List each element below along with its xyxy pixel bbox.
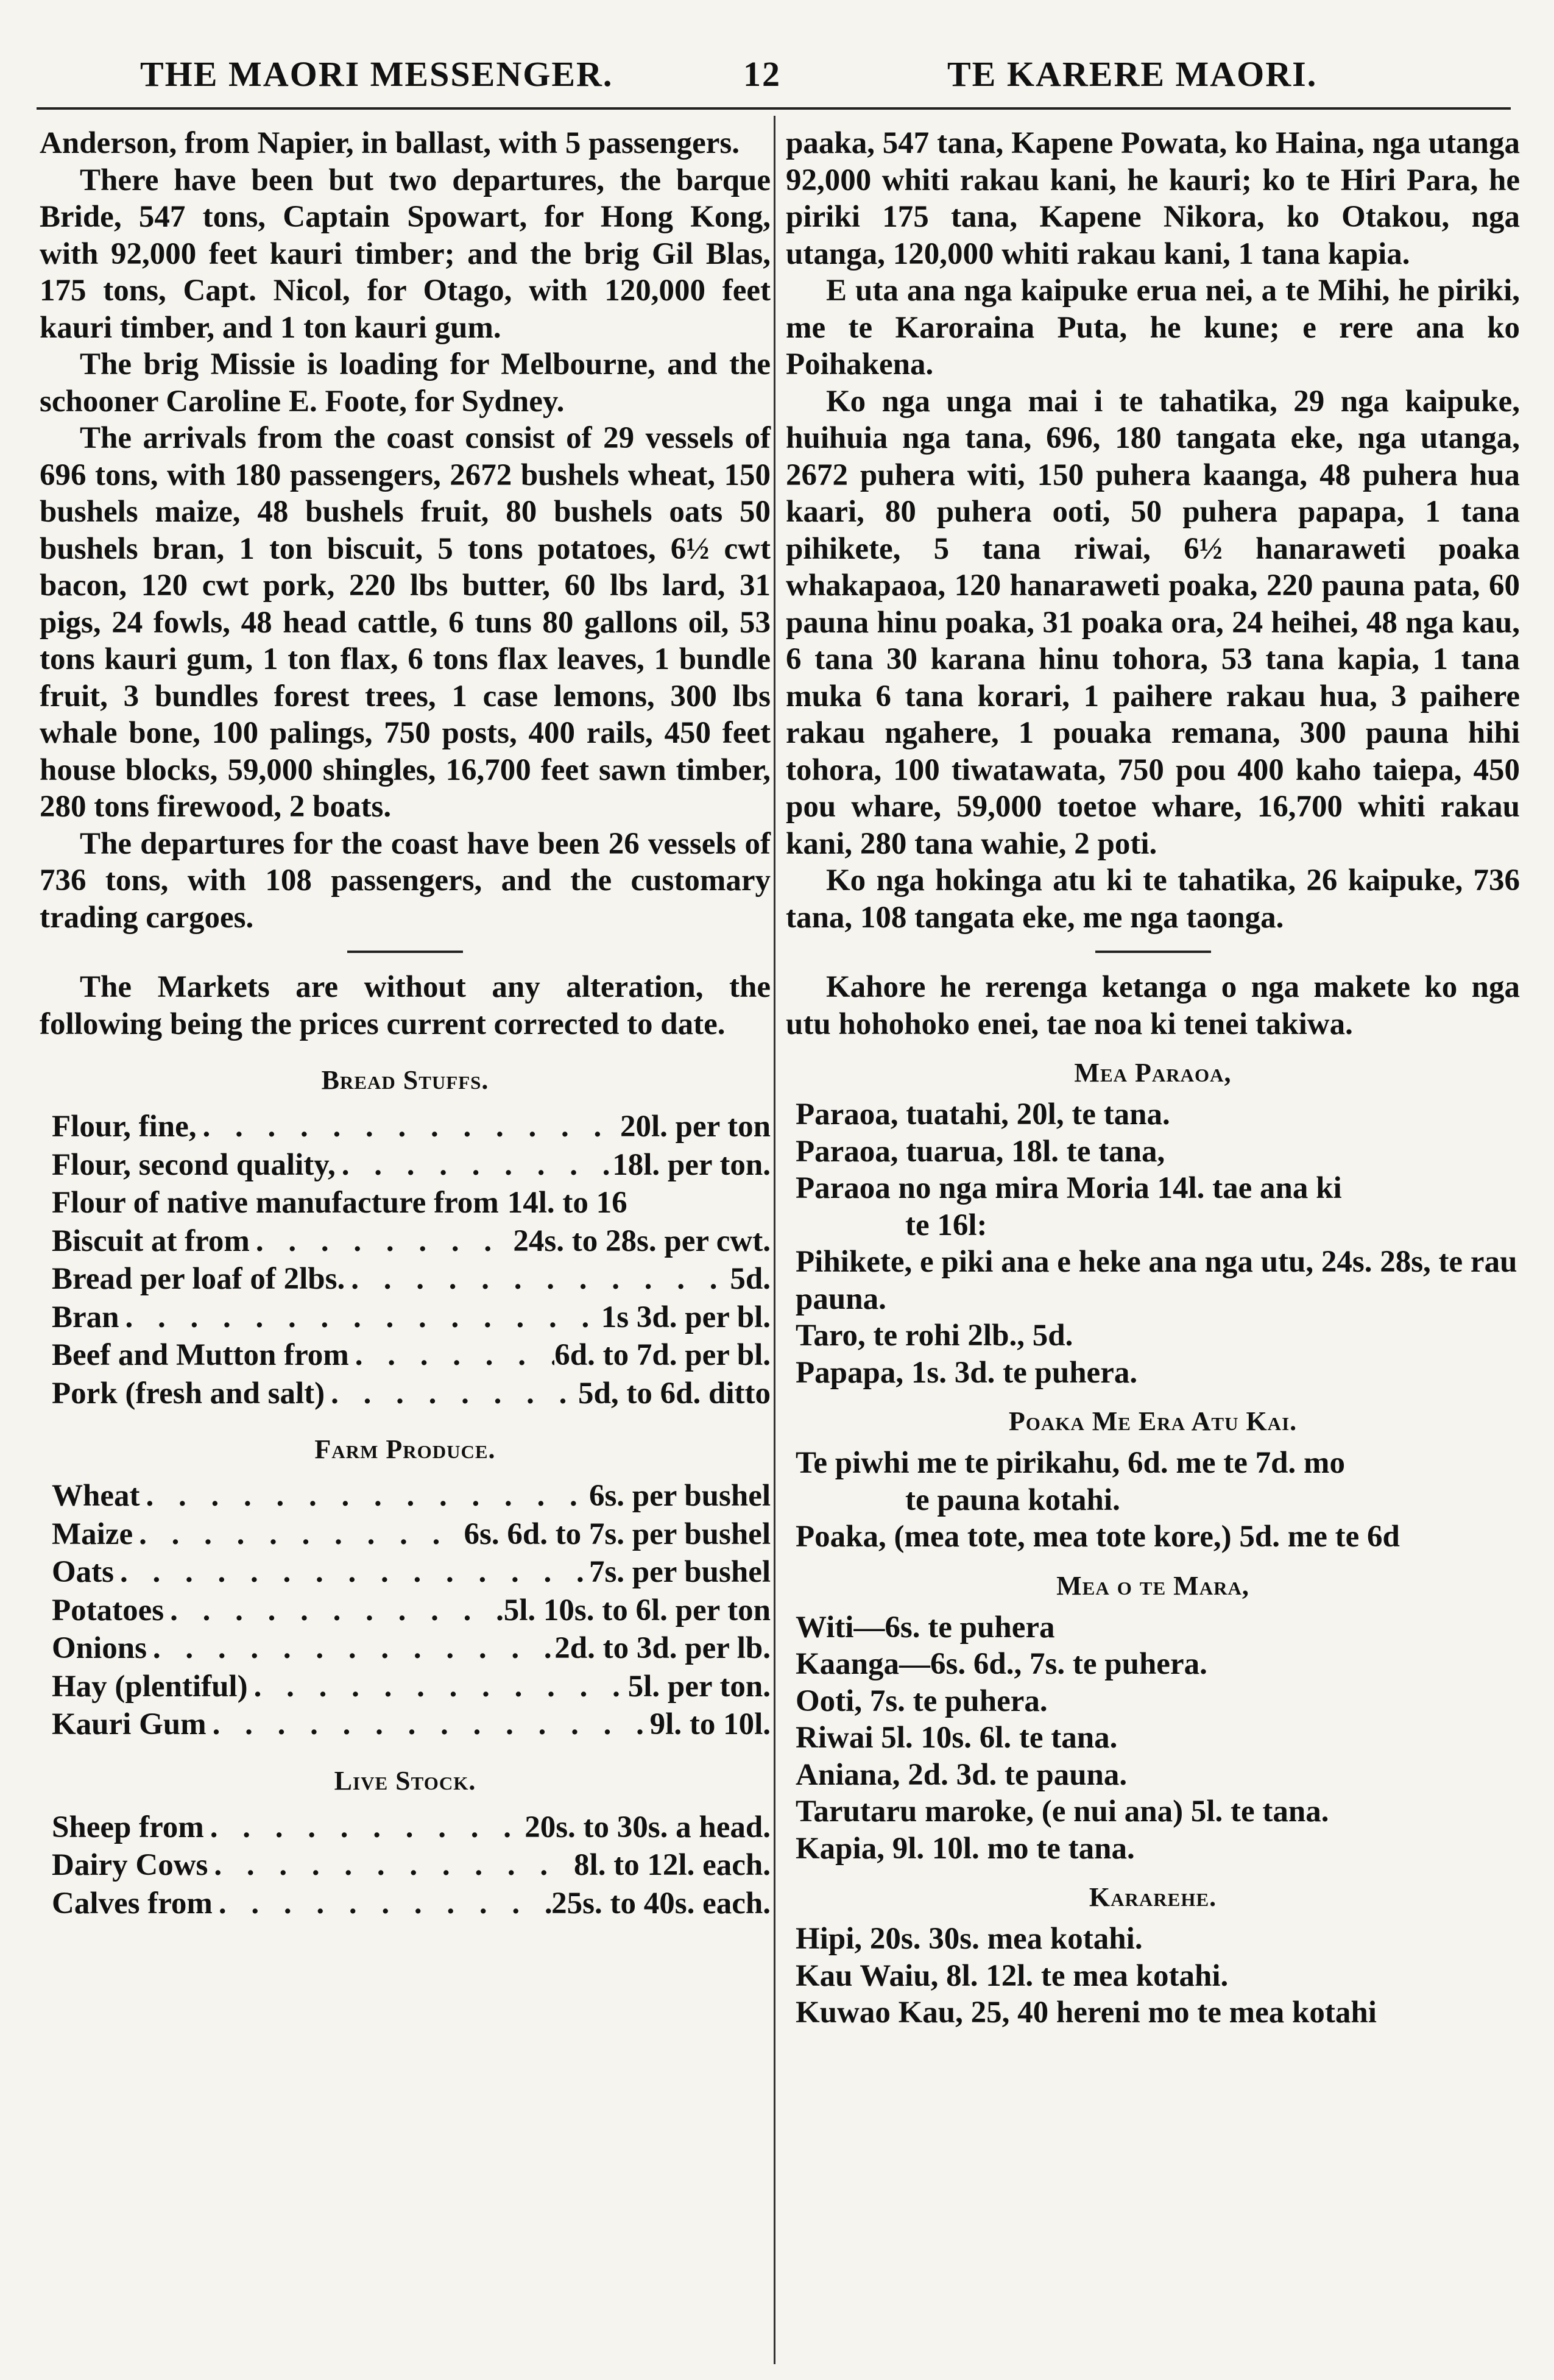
item-continuation: te 16l:	[905, 1208, 987, 1242]
mea-o-te-mara-section	[786, 1569, 1520, 1868]
list-item	[796, 1994, 1520, 2031]
item-price: 5l. per ton.	[627, 1669, 771, 1704]
item-name: Oats	[52, 1555, 114, 1589]
item-name: Potatoes	[52, 1593, 164, 1627]
masthead-english: THE MAORI MESSENGER.	[140, 54, 613, 94]
leader-dots	[114, 1554, 589, 1591]
paragraph: The arrivals from the coast consist of 29 vessels of 696 tons, with 180 passengers, 2672 bushels wheat, 150 bushels maize, 48 bushels fruit, 80 bushels oats 50 bushels bran, 1 ton biscuit, 5 tons potatoes, 6½ cwt bacon, 120 cwt pork, 220 lbs butter, 60 lbs lard, 31 pigs, 24 fowls, 48 head cattle, 6 tuns 80 gallons oil, 53 tons kauri gum, 1 ton flax, 6 tons flax leaves, 1 bundle fruit, 3 bundles forest trees, 1 case lemons, 300 lbs whale bone, 100 palings, 750 posts, 400 rails, 450 feet house blocks, 59,000 shingles, 16,700 feet sawn timber, 280 tons firewood, 2 boats.	[40, 421, 771, 824]
list-item	[796, 1793, 1520, 1830]
item-text: Aniana, 2d. 3d. te pauna.	[796, 1757, 1128, 1792]
price-row	[40, 1185, 771, 1222]
paragraph: paaka, 547 tana, Kapene Powata, ko Haina, nga utanga 92,000 whiti rakau kani, he kauri; ko te Hiri Para, he piriki 175 tana, Kapene Nikora, ko Otakou, nga utanga, 120,000 whiti rakau kani, 1 tana kapia.	[786, 126, 1520, 271]
leader-dots	[147, 1630, 554, 1667]
bread-stuffs-section	[40, 1063, 771, 1412]
item-name: Flour, second quality,	[52, 1147, 336, 1182]
item-text: Riwai 5l. 10s. 6l. te tana.	[796, 1721, 1118, 1755]
item-text: Paraoa, tuatahi, 20l, te tana.	[796, 1097, 1170, 1132]
item-price: 9l. to 10l.	[649, 1707, 771, 1741]
price-row	[40, 1223, 771, 1260]
item-name: Bran	[52, 1300, 119, 1334]
leader-dots	[349, 1337, 555, 1374]
poaka-section	[786, 1404, 1520, 1556]
list-item	[796, 1518, 1520, 1556]
item-continuation: te pauna kotahi.	[905, 1482, 1120, 1517]
price-row	[40, 1516, 771, 1553]
item-name: Kauri Gum	[52, 1707, 207, 1741]
price-row	[40, 1261, 771, 1298]
price-row	[40, 1299, 771, 1336]
section-separator	[1095, 951, 1211, 953]
paragraph: Ko nga hokinga atu ki te tahatika, 26 kaipuke, 736 tana, 108 tangata eke, me nga taonga.	[786, 863, 1520, 935]
item-name: Bread per loaf of 2lbs.	[52, 1262, 345, 1296]
item-text: Pihikete, e piki ana e heke ana nga utu, 24s. 28s, te rau pauna.	[796, 1245, 1517, 1316]
item-name: Flour, fine,	[52, 1110, 197, 1144]
list-item	[796, 1609, 1520, 1646]
kararehe-section	[786, 1880, 1520, 2031]
price-row	[40, 1668, 771, 1705]
item-text: Paraoa no nga mira Moria 14l. tae ana ki	[796, 1171, 1342, 1205]
item-price: 5d.	[730, 1262, 771, 1296]
live-stock-section	[40, 1764, 771, 1922]
item-text: Kapia, 9l. 10l. mo te tana.	[796, 1831, 1135, 1866]
english-column	[40, 125, 771, 1923]
paragraph: Anderson, from Napier, in ballast, with 5 passengers.	[40, 126, 740, 160]
price-row	[40, 1375, 771, 1412]
list-item	[796, 1170, 1520, 1244]
item-text: Taro, te rohi 2lb., 5d.	[796, 1319, 1073, 1353]
price-row	[40, 1706, 771, 1743]
list-item	[796, 1133, 1520, 1171]
paragraph: Kahore he rerenga ketanga o nga makete ko nga utu hohohoko enei, tae noa ki tenei takiwa.	[786, 970, 1520, 1041]
item-name: Hay (plentiful)	[52, 1669, 248, 1704]
paragraph: There have been but two departures, the barque Bride, 547 tons, Captain Spowart, for Hong Kong, with 92,000 feet kauri timber; and the brig Gil Blas, 175 tons, Capt. Nicol, for Otago, with 120,000 feet kauri timber, and 1 ton kauri gum.	[40, 163, 771, 345]
page-number: 12	[743, 54, 781, 94]
item-text: Poaka, (mea tote, mea tote kore,) 5d. me te 6d	[796, 1520, 1400, 1554]
section-title: Poaka Me Era Atu Kai.	[1008, 1406, 1298, 1436]
item-price: 20s. to 30s. a head.	[524, 1810, 771, 1844]
item-text: Paraoa, tuarua, 18l. te tana,	[796, 1134, 1165, 1169]
list-item	[796, 1921, 1520, 1958]
price-row	[40, 1337, 771, 1374]
item-name: Dairy Cows	[52, 1848, 208, 1882]
section-title: Mea Paraoa,	[1074, 1058, 1232, 1088]
mea-paraoa-section	[786, 1056, 1520, 1391]
leader-dots	[345, 1261, 730, 1298]
paragraph: The Markets are without any alteration, the following being the prices current corrected to date.	[40, 970, 771, 1041]
leader-dots	[207, 1706, 650, 1743]
leader-dots	[250, 1223, 514, 1260]
leader-dots	[140, 1478, 588, 1515]
item-text: Tarutaru maroke, (e nui ana) 5l. te tana.	[796, 1794, 1329, 1829]
list-item	[796, 1445, 1520, 1518]
list-item	[796, 1683, 1520, 1720]
running-head	[0, 54, 1554, 96]
item-price: 2d. to 3d. per lb.	[554, 1631, 771, 1665]
price-row	[40, 1108, 771, 1146]
item-name: Onions	[52, 1631, 147, 1665]
list-item	[796, 1958, 1520, 1995]
section-title: Kararehe.	[1089, 1882, 1217, 1912]
leader-dots	[213, 1885, 551, 1922]
list-item	[796, 1719, 1520, 1757]
item-text: Ooti, 7s. te puhera.	[796, 1684, 1048, 1718]
paragraph: The departures for the coast have been 26 vessels of 736 tons, with 108 passengers, and the customary trading cargoes.	[40, 826, 771, 935]
section-title: Live Stock.	[334, 1765, 476, 1796]
leader-dots	[164, 1592, 504, 1629]
item-name: Flour of native manufacture from	[52, 1186, 499, 1220]
section-title: Farm Produce.	[314, 1434, 496, 1464]
price-row	[40, 1847, 771, 1884]
price-row	[40, 1809, 771, 1846]
leader-dots	[119, 1299, 601, 1336]
masthead-maori: TE KARERE MAORI.	[947, 54, 1318, 94]
paragraph: The brig Missie is loading for Melbourne, and the schooner Caroline E. Foote, for Sydney.	[40, 347, 771, 419]
leader-dots	[325, 1375, 578, 1412]
price-row	[40, 1554, 771, 1591]
section-title: Mea o te Mara,	[1056, 1570, 1249, 1601]
section-separator	[347, 951, 463, 953]
price-row	[40, 1478, 771, 1515]
item-text: Kaanga—6s. 6d., 7s. te puhera.	[796, 1647, 1207, 1681]
paragraph: Ko nga unga mai i te tahatika, 29 nga kaipuke, huihuia nga tana, 696, 180 tangata eke, nga utanga, 2672 puhera witi, 150 puhera kaanga, 48 puhera hua kaari, 80 puhera ooti, 50 puhera papapa, 1 tana pihikete, 5 tana riwai, 6½ hanaraweti poaka whakapaoa, 120 hanaraweti poaka, 220 pauna pata, 60 pauna hinu poaka, 31 poaka ora, 24 heihei, 48 nga kau, 6 tana 30 karana hinu tohora, 53 tana kapia, 1 tana muka 6 tana korari, 1 paihere rakau hua, 3 paihere rakau ngahere, 1 pouaka remana, 300 pauna hihi tohora, 100 tiwatawata, 750 pou 400 kaho taiepa, 450 pou whare, 59,000 toetoe whare, 16,700 whiti rakau kani, 280 tana wahie, 2 poti.	[786, 384, 1520, 861]
item-name: Biscuit at from	[52, 1224, 250, 1258]
maori-column	[786, 125, 1520, 2031]
list-item	[796, 1096, 1520, 1133]
item-text: Kau Waiu, 8l. 12l. te mea kotahi.	[796, 1958, 1229, 1993]
list-item	[796, 1646, 1520, 1683]
price-row	[40, 1592, 771, 1629]
list-item	[796, 1355, 1520, 1392]
list-item	[796, 1757, 1520, 1794]
item-price: 20l. per ton	[620, 1110, 771, 1144]
item-text: Hipi, 20s. 30s. mea kotahi.	[796, 1922, 1143, 1956]
leader-dots	[133, 1516, 464, 1553]
item-text: Te piwhi me te pirikahu, 6d. me te 7d. mo	[796, 1446, 1345, 1480]
item-name: Maize	[52, 1517, 133, 1551]
item-price: 25s. to 40s. each.	[551, 1886, 771, 1921]
item-text: Papapa, 1s. 3d. te puhera.	[796, 1355, 1138, 1390]
item-price: 6s. per bushel	[588, 1479, 771, 1513]
paragraph: E uta ana nga kaipuke erua nei, a te Mihi, he piriki, me te Karoraina Puta, he kune; e rere ana ko Poihakena.	[786, 274, 1520, 381]
leader-dots	[204, 1809, 524, 1846]
price-row	[40, 1630, 771, 1667]
item-price: 6d. to 7d. per bl.	[554, 1338, 771, 1372]
item-name: Wheat	[52, 1479, 140, 1513]
leader-dots	[208, 1847, 574, 1884]
item-name: Sheep from	[52, 1810, 204, 1844]
leader-dots	[336, 1147, 613, 1184]
section-title: Bread Stuffs.	[321, 1065, 489, 1095]
item-name: Pork (fresh and salt)	[52, 1376, 325, 1411]
item-price: 7s. per bushel	[588, 1555, 771, 1589]
item-price: 14l. to 16	[507, 1186, 627, 1220]
header-rule	[37, 107, 1511, 110]
column-divider	[774, 116, 775, 2364]
leader-dots	[248, 1668, 628, 1705]
item-text: Witi—6s. te puhera	[796, 1610, 1055, 1645]
leader-dots	[197, 1108, 620, 1146]
item-text: Kuwao Kau, 25, 40 hereni mo te mea kotahi	[796, 1996, 1377, 2030]
item-price: 24s. to 28s. per cwt.	[513, 1224, 771, 1258]
price-row	[40, 1885, 771, 1922]
item-price: 1s 3d. per bl.	[601, 1300, 771, 1334]
item-price: 6s. 6d. to 7s. per bushel	[464, 1517, 771, 1551]
item-name: Beef and Mutton from	[52, 1338, 349, 1372]
item-price: 8l. to 12l. each.	[574, 1848, 771, 1882]
price-row	[40, 1147, 771, 1184]
list-item	[796, 1830, 1520, 1868]
item-price: 5l. 10s. to 6l. per ton	[503, 1593, 771, 1627]
list-item	[796, 1317, 1520, 1355]
farm-produce-section	[40, 1433, 771, 1743]
item-price: 5d, to 6d. ditto	[578, 1376, 771, 1411]
item-name: Calves from	[52, 1886, 213, 1921]
item-price: 18l. per ton.	[612, 1147, 771, 1182]
list-item	[796, 1244, 1520, 1317]
